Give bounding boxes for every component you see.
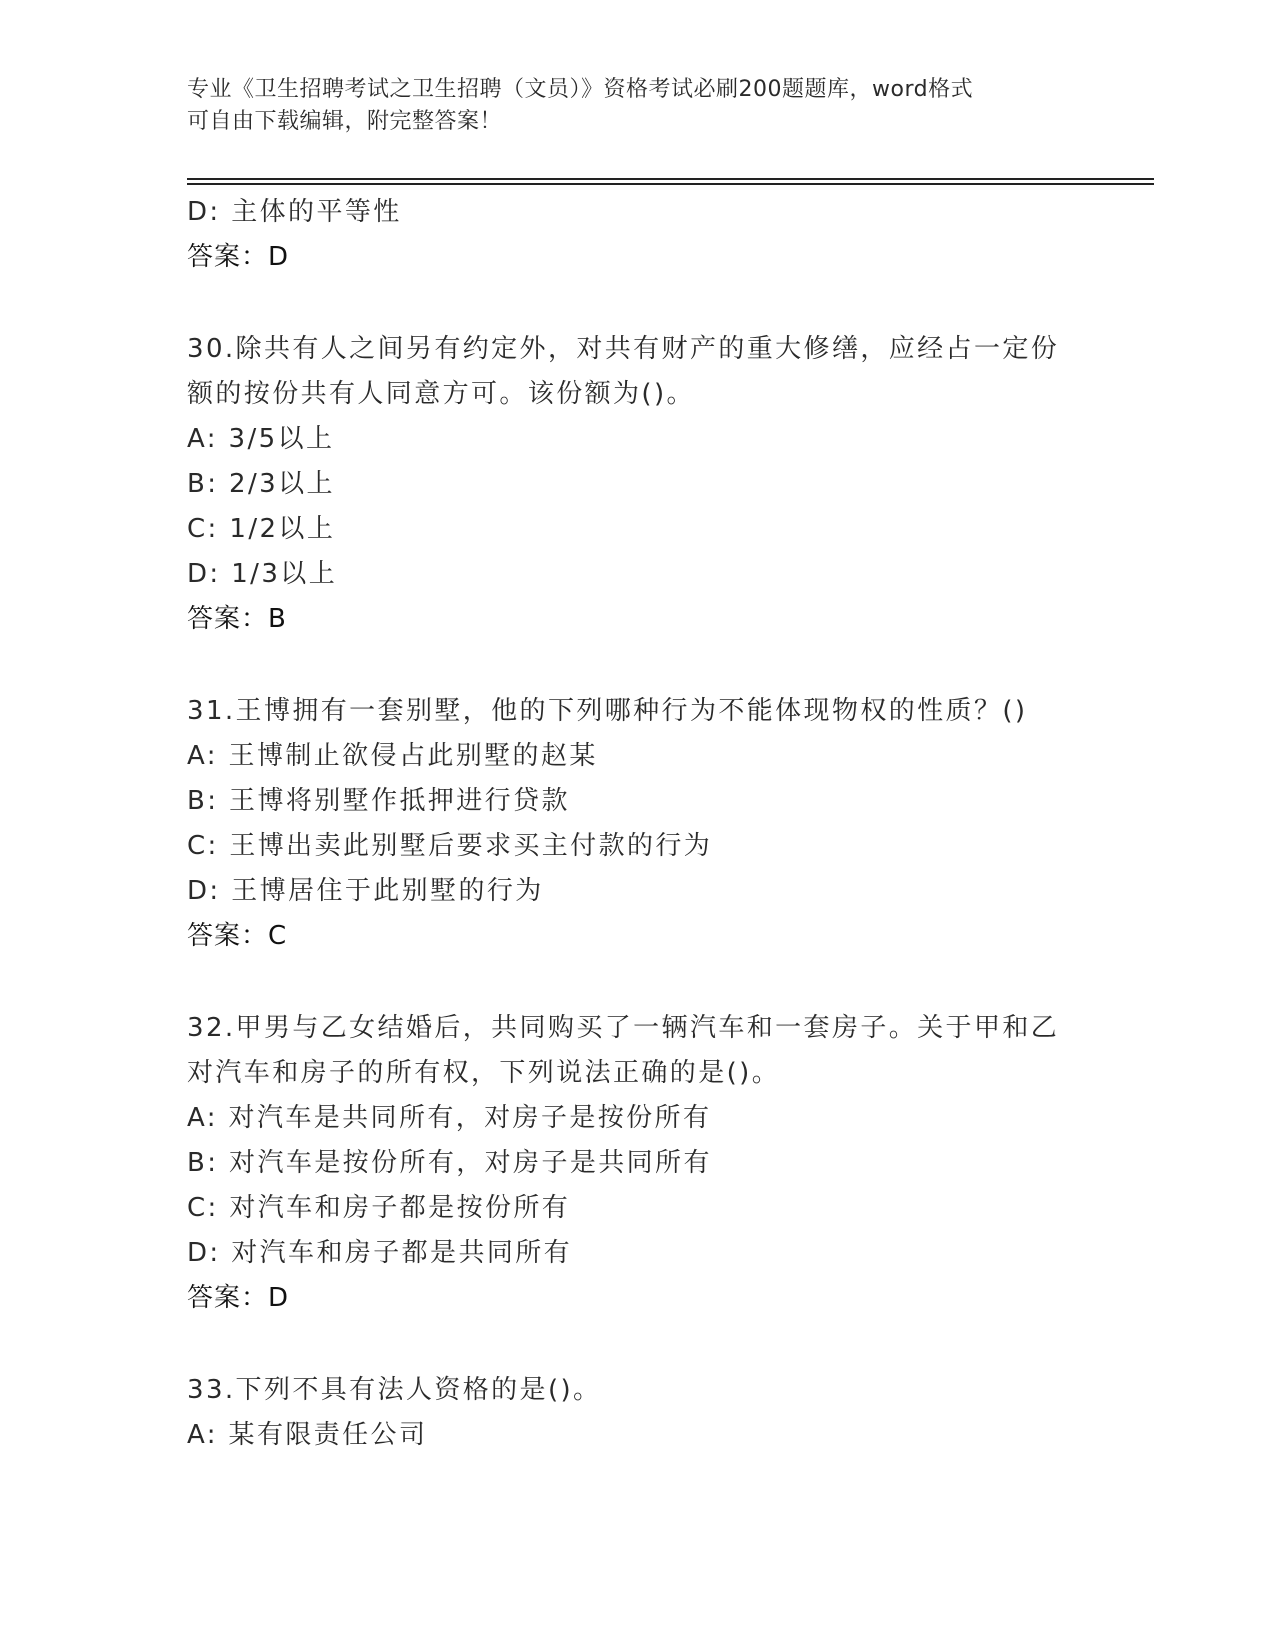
option-d: D: 主体的平等性 [187, 197, 402, 227]
header-line-1: 专业《卫生招聘考试之卫生招聘（文员）》资格考试必刷200题题库，word格式 [187, 77, 974, 102]
page-header [187, 74, 1067, 138]
option-d: D: 对汽车和房子都是共同所有 [187, 1238, 573, 1268]
question-33 [187, 1368, 1087, 1458]
header-divider-bottom [187, 183, 1154, 185]
option-c: C: 对汽车和房子都是按份所有 [187, 1193, 571, 1223]
question-stem: 30.除共有人之间另有约定外，对共有财产的重大修缮，应经占一定份 [187, 334, 1060, 364]
option-c: C: 王博出卖此别墅后要求买主付款的行为 [187, 831, 713, 861]
question-list [187, 190, 1087, 1458]
header-line-2: 可自由下载编辑，附完整答案！ [187, 109, 503, 134]
question-stem: 对汽车和房子的所有权，下列说法正确的是()。 [187, 1058, 781, 1088]
answer-label: 答案：C [187, 921, 288, 951]
question-stem: 32.甲男与乙女结婚后，共同购买了一辆汽车和一套房子。关于甲和乙 [187, 1013, 1060, 1043]
question-stem: 33.下列不具有法人资格的是()。 [187, 1375, 602, 1405]
question-stem: 额的按份共有人同意方可。该份额为()。 [187, 379, 695, 409]
option-a: A: 3/5以上 [187, 424, 335, 454]
question-32 [187, 1006, 1087, 1321]
option-d: D: 王博居住于此别墅的行为 [187, 876, 544, 906]
option-a: A: 王博制止欲侵占此别墅的赵某 [187, 741, 598, 771]
answer-label: 答案：B [187, 604, 287, 634]
answer-label: 答案：D [187, 1283, 290, 1313]
question-31 [187, 689, 1087, 959]
option-b: B: 王博将别墅作抵押进行贷款 [187, 786, 570, 816]
option-b: B: 2/3以上 [187, 469, 335, 499]
header-divider-top [187, 178, 1154, 180]
question-stem: 31.王博拥有一套别墅，他的下列哪种行为不能体现物权的性质？() [187, 696, 1028, 726]
answer-label: 答案：D [187, 242, 290, 272]
option-b: B: 对汽车是按份所有，对房子是共同所有 [187, 1148, 712, 1178]
question-30 [187, 327, 1087, 642]
option-a: A: 对汽车是共同所有，对房子是按份所有 [187, 1103, 712, 1133]
option-d: D: 1/3以上 [187, 559, 338, 589]
option-c: C: 1/2以上 [187, 514, 336, 544]
option-a: A: 某有限责任公司 [187, 1420, 428, 1450]
